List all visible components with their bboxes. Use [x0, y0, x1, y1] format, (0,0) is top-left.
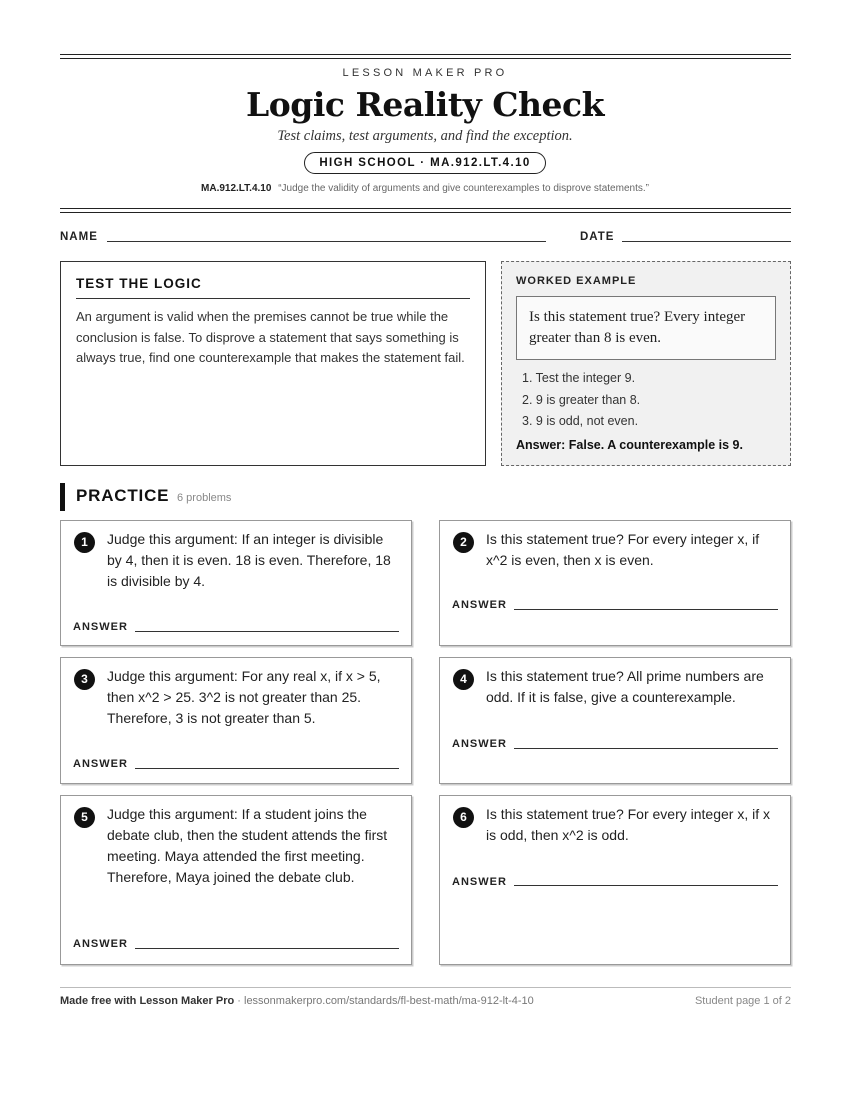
worked-example-label: WORKED EXAMPLE: [516, 275, 637, 287]
date-label: DATE: [580, 231, 615, 243]
problem-card-6: [439, 795, 791, 965]
problem-card-3: [60, 657, 412, 784]
intro-panel: [60, 261, 486, 466]
problem-number: 1: [74, 532, 95, 553]
answer-field[interactable]: [135, 631, 399, 632]
problem-number: 3: [74, 669, 95, 690]
worked-example-panel: [501, 261, 791, 466]
date-field[interactable]: [622, 241, 791, 242]
answer-label: ANSWER: [73, 758, 128, 770]
worksheet-subtitle: Test claims, test arguments, and find the exception.: [277, 128, 573, 144]
worksheet-title: Logic Reality Check: [246, 85, 604, 124]
problem-text: Judge this argument: If a student joins the debate club, then the student attends the first meeting. Maya attended the first meeting. Therefore, Maya joined the debate club.: [107, 806, 388, 885]
problem-card-5: [60, 795, 412, 965]
standard-code: MA.912.LT.4.10: [201, 183, 272, 194]
name-label: NAME: [60, 231, 98, 243]
standard-text: “Judge the validity of arguments and give counterexamples to disprove statements.”: [278, 183, 649, 194]
problem-number: 6: [453, 807, 474, 828]
answer-field[interactable]: [135, 948, 399, 949]
footer-made-with: Made free with Lesson Maker Pro: [60, 995, 235, 1007]
problem-text: Judge this argument: If an integer is divisible by 4, then it is even. 18 is even. Therefore, 18 is divisible by 4.: [107, 531, 391, 589]
answer-label: ANSWER: [73, 621, 128, 633]
footer-page-number: Student page 1 of 2: [694, 995, 791, 1007]
problem-text: Is this statement true? For every integer x, if x^2 is even, then x is even.: [486, 531, 760, 568]
problem-text: Judge this argument: For any real x, if x > 5, then x^2 > 25. 3^2 is not greater than 25. Therefore, 3 is not greater than 5.: [107, 668, 381, 726]
answer-field[interactable]: [514, 609, 778, 610]
intro-heading: TEST THE LOGIC: [76, 276, 470, 299]
name-field[interactable]: [107, 241, 546, 242]
practice-accent-bar: [60, 483, 65, 511]
brand-name: LESSON MAKER PRO: [342, 67, 508, 79]
worked-example-question: Is this statement true? Every integer greater than 8 is even.: [516, 296, 776, 360]
problem-text: Is this statement true? For every integer x, if x is odd, then x^2 is odd.: [486, 806, 770, 843]
problem-card-1: [60, 520, 412, 646]
footer-rule: [60, 987, 791, 988]
header-top-rule: [60, 54, 791, 59]
intro-text: An argument is valid when the premises cannot be true while the conclusion is false. To disprove a statement that says something is always true, find one counterexample that makes the statement fail.: [76, 309, 465, 365]
answer-label: ANSWER: [452, 876, 507, 888]
problem-card-2: [439, 520, 791, 646]
worked-example-steps: [516, 368, 776, 433]
grade-standard-badge: HIGH SCHOOL · MA.912.LT.4.10: [304, 152, 545, 174]
worked-example-step: 2. 9 is greater than 8.: [522, 392, 641, 407]
answer-field[interactable]: [135, 768, 399, 769]
problem-number: 4: [453, 669, 474, 690]
worked-example-answer: Answer: False. A counterexample is 9.: [516, 437, 743, 452]
footer-url[interactable]: lessonmakerpro.com/standards/fl-best-math/ma-912-lt-4-10: [244, 995, 534, 1007]
problem-text: Is this statement true? All prime numbers are odd. If it is false, give a counterexample.: [486, 668, 764, 705]
footer-credit: [60, 995, 534, 1007]
problem-number: 2: [453, 532, 474, 553]
worked-example-step: 3. 9 is odd, not even.: [522, 414, 639, 428]
practice-heading: PRACTICE: [76, 486, 170, 505]
header-bottom-rule: [60, 208, 791, 213]
answer-field[interactable]: [514, 748, 778, 749]
problem-number: 5: [74, 807, 95, 828]
footer-separator: ·: [234, 995, 244, 1007]
worked-example-step: 1. Test the integer 9.: [522, 371, 636, 385]
problem-card-4: [439, 657, 791, 784]
answer-label: ANSWER: [73, 938, 128, 950]
practice-count: 6 problems: [177, 492, 232, 504]
answer-label: ANSWER: [452, 738, 507, 750]
answer-field[interactable]: [514, 885, 778, 886]
standard-description: [0, 183, 850, 194]
answer-label: ANSWER: [452, 599, 507, 611]
